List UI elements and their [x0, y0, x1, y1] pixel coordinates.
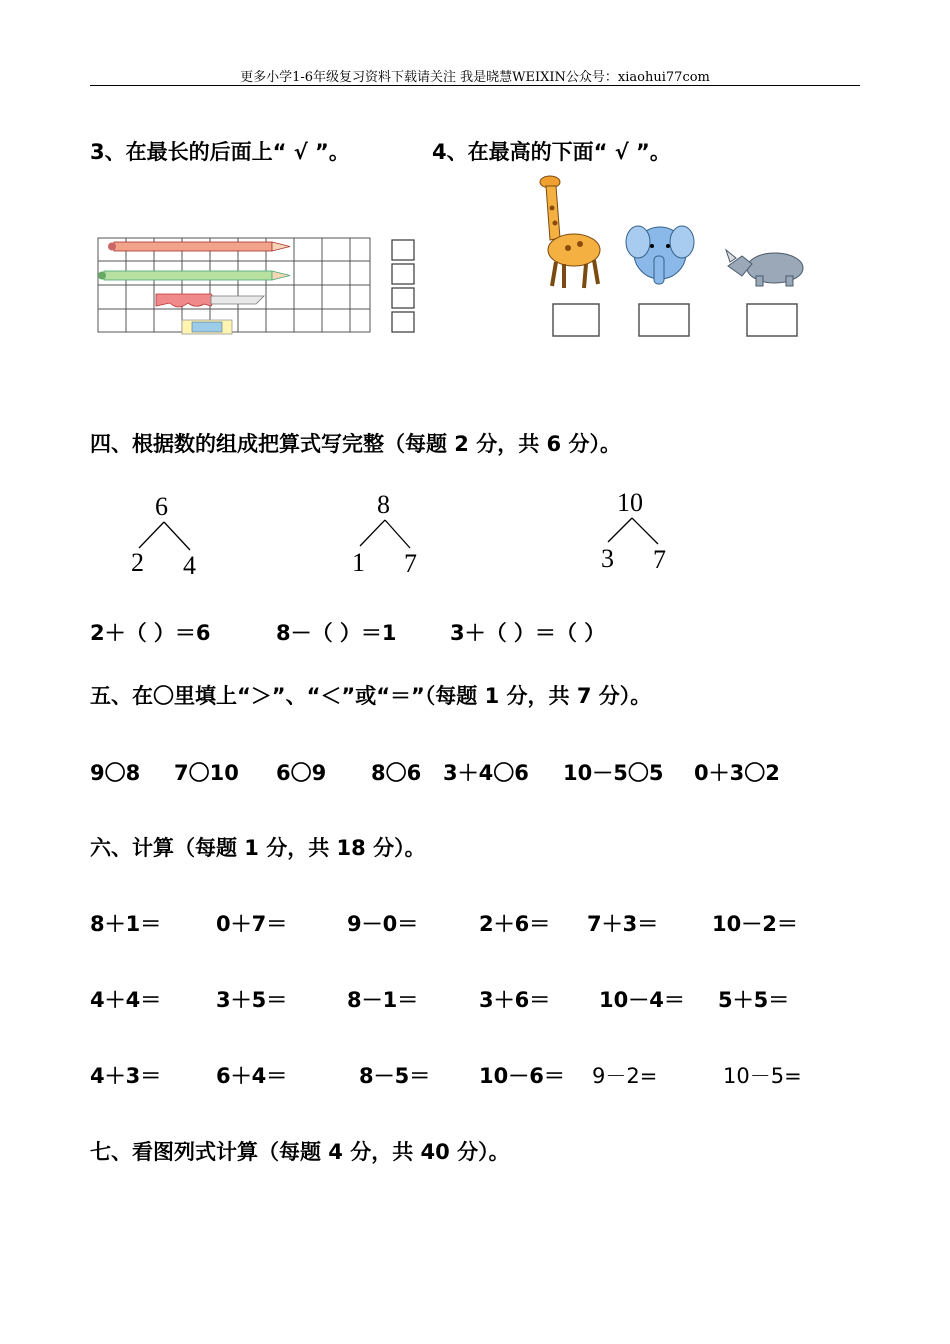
measure-grid — [98, 238, 370, 332]
q3-title: 3、在最长的后面上“ √ ”。 — [90, 140, 350, 164]
answer-box-giraffe[interactable] — [553, 304, 599, 336]
orange-pencil — [108, 242, 290, 251]
compare-item-7[interactable]: 0＋3〇2 — [694, 761, 780, 785]
q4-height-figure — [530, 168, 820, 343]
tree1-part-right: 4 — [183, 551, 196, 580]
calc-item[interactable]: 7＋3＝ — [587, 912, 659, 936]
compare-item-6[interactable]: 10－5〇5 — [563, 761, 664, 785]
compare-item-4[interactable]: 8〇6 — [371, 761, 422, 785]
calc-item[interactable]: 3＋5＝ — [216, 988, 288, 1012]
calc-item[interactable]: 8＋1＝ — [90, 912, 162, 936]
calc-item[interactable]: 8－1＝ — [347, 988, 419, 1012]
calc-item[interactable]: 2＋6＝ — [479, 912, 551, 936]
tree1-part-left: 2 — [131, 548, 144, 577]
knife — [156, 294, 264, 307]
calc-item[interactable]: 0＋7＝ — [216, 912, 288, 936]
calc-item[interactable]: 10－4＝ — [599, 988, 685, 1012]
calc-item[interactable]: 9－0＝ — [347, 912, 419, 936]
answer-boxes — [392, 240, 414, 332]
section7-title: 七、看图列式计算（每题 4 分，共 40 分）。 — [90, 1140, 510, 1164]
calc-item[interactable]: 4＋4＝ — [90, 988, 162, 1012]
tree3-part-left: 3 — [601, 544, 614, 573]
compare-item-2[interactable]: 7〇10 — [174, 761, 239, 785]
tree1-whole: 6 — [155, 492, 168, 521]
section6-title: 六、计算（每题 1 分，共 18 分）。 — [90, 836, 426, 860]
tree2-whole: 8 — [377, 490, 390, 519]
compare-item-3[interactable]: 6〇9 — [276, 761, 327, 785]
rhino-image — [726, 250, 803, 286]
calc-item[interactable]: 10－6＝ — [479, 1064, 565, 1088]
answer-box-green-pencil[interactable] — [392, 264, 414, 284]
answer-box-elephant[interactable] — [639, 304, 689, 336]
tree2-part-right: 7 — [404, 549, 417, 578]
green-pencil — [98, 271, 290, 280]
tree3-part-right: 7 — [653, 545, 666, 574]
bond-equation-3[interactable]: 3＋（ ）＝（ ） — [450, 621, 606, 645]
calc-item[interactable]: 6＋4＝ — [216, 1064, 288, 1088]
bond-equation-1[interactable]: 2＋（ ）＝6 — [90, 621, 211, 645]
header-divider — [90, 85, 860, 86]
page-header: 更多小学1-6年级复习资料下载请关注 我是晓慧WEIXIN公众号：xiaohui77com — [240, 70, 710, 85]
elephant-image — [626, 226, 694, 284]
calc-item[interactable]: 10－2＝ — [712, 912, 798, 936]
calc-item[interactable]: 4＋3＝ — [90, 1064, 162, 1088]
section4-title: 四、根据数的组成把算式写完整（每题 2 分，共 6 分）。 — [90, 432, 621, 456]
section5-title: 五、在〇里填上“＞”、“＜”或“＝”（每题 1 分，共 7 分）。 — [90, 684, 652, 708]
q4-title: 4、在最高的下面“ √ ”。 — [432, 140, 671, 164]
calc-item[interactable]: 3＋6＝ — [479, 988, 551, 1012]
answer-box-orange-pencil[interactable] — [392, 240, 414, 260]
eraser — [182, 320, 232, 334]
calc-item[interactable]: 8－5＝ — [359, 1064, 431, 1088]
q3-length-figure — [96, 236, 426, 336]
calc-item[interactable]: 9－2= — [592, 1064, 658, 1088]
calc-item[interactable]: 10－5= — [723, 1064, 802, 1088]
answer-box-rhino[interactable] — [747, 304, 797, 336]
answer-box-eraser[interactable] — [392, 312, 414, 332]
tree3-whole: 10 — [617, 488, 643, 517]
giraffe-image — [540, 176, 600, 288]
bond-equation-2[interactable]: 8－（ ）＝1 — [276, 621, 397, 645]
compare-item-1[interactable]: 9〇8 — [90, 761, 141, 785]
calc-item[interactable]: 5＋5＝ — [718, 988, 790, 1012]
tree2-part-left: 1 — [352, 548, 365, 577]
answer-box-knife[interactable] — [392, 288, 414, 308]
compare-item-5[interactable]: 3＋4〇6 — [443, 761, 529, 785]
